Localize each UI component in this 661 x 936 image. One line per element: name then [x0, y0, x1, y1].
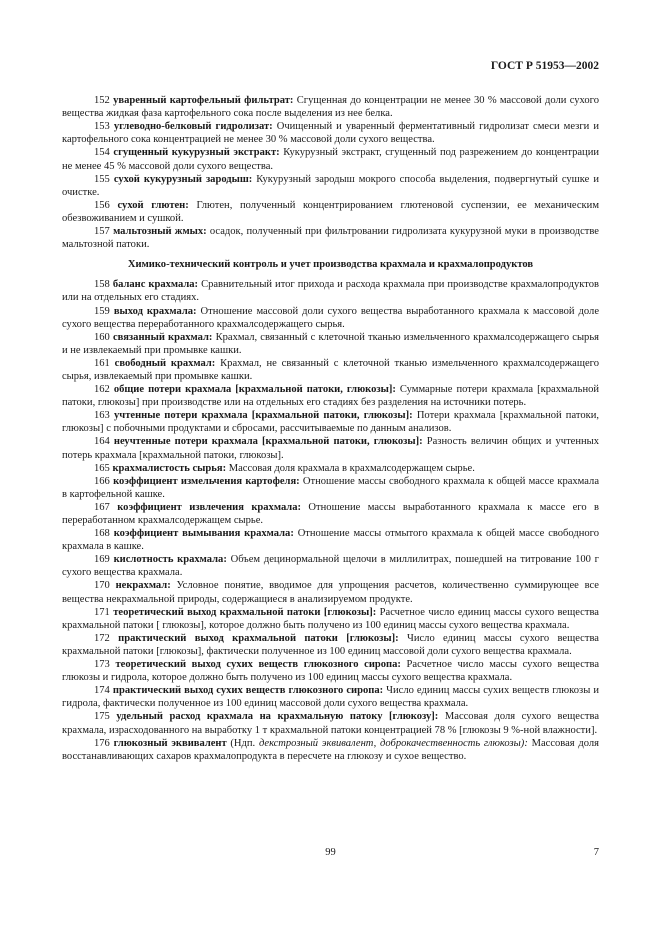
page-number-center: 99 — [325, 847, 336, 858]
term-name: связанный крахмал: — [112, 331, 213, 343]
term-entry-169 — [62, 553, 599, 579]
term-number: 173 — [94, 659, 110, 671]
term-definition: Крахмал, связанный с клеточной тканью измельченного крахмалсодержащего сырья и не извлекаемый при промывке кашки. — [62, 331, 599, 356]
term-definition: Массовая доля сухого вещества крахмала, израсходованного на выработку 1 т крахмальной патоки концентрацией 78 % [глюкозы 9 %-ной влажности]. — [62, 711, 599, 736]
term-name: теоретический выход крахмальной патоки [глюкозы]: — [113, 606, 377, 618]
term-definition: Разность величин общих и учтенных потерь крахмала [крахмальной патоки, глюкозы]. — [62, 436, 600, 461]
term-number: 172 — [94, 632, 110, 644]
term-entry-156 — [62, 199, 599, 225]
term-name: глюкозный эквивалент — [113, 737, 227, 749]
term-entry-162 — [62, 383, 599, 409]
terms-block-1 — [62, 94, 599, 251]
term-number: 171 — [94, 606, 110, 618]
term-deprecated-synonyms: декстрозный эквивалент, доброкачественность глюкозы): — [258, 737, 528, 749]
term-name: практический выход крахмальной патоки [глюкозы]: — [118, 632, 399, 644]
term-entry-163 — [62, 409, 599, 435]
term-name: коэффициент измельчения картофеля: — [113, 475, 300, 487]
term-entry-160 — [62, 331, 599, 357]
term-definition: Число единиц массы сухого вещества крахмальной патоки [глюкозы], фактически полученное из 100 единиц массовой доли сухого вещества крахмала. — [62, 632, 599, 657]
term-name: общие потери крахмала [крахмальной патоки, глюкозы]: — [113, 384, 396, 396]
term-definition: Отношение массы отмытого крахмала к общей массе свободного крахмала в кашке. — [62, 528, 600, 553]
term-name: углеводно-белковый гидролизат: — [113, 121, 273, 133]
term-entry-166 — [62, 475, 599, 501]
term-definition: Массовая доля крахмала в крахмалсодержащем сырье. — [226, 462, 475, 474]
term-name: некрахмал: — [115, 580, 171, 592]
term-definition: Суммарные потери крахмала [крахмальной патоки, глюкозы] при производстве или на отдельных его стадиях без разделения на источники потерь. — [62, 384, 600, 409]
term-definition: Крахмал, не связанный с клеточной тканью измельченного крахмалсодержащего сырья, извлекаемый при промывке кашки. — [62, 357, 599, 382]
terms-block-2 — [62, 278, 599, 736]
term-definition: Очищенный и уваренный ферментативный гидролизат смеси мезги и картофельного сока концентрацией не менее 30 % массовой доли сухого вещества. — [62, 121, 600, 146]
term-entry-168 — [62, 527, 599, 553]
term-entry-152 — [62, 94, 599, 120]
term-entry-172 — [62, 632, 599, 658]
term-number: 166 — [94, 475, 110, 487]
term-number: 159 — [94, 305, 110, 317]
page-footer — [62, 846, 599, 860]
term-number: 152 — [94, 95, 110, 107]
term-definition: Расчетное число единиц массы сухого вещества крахмальной патоки [ глюкозы], которое должно быть получено из 100 единиц массы сухого вещества крахмала. — [62, 606, 599, 631]
term-name: сухой глютен: — [117, 199, 189, 211]
term-number: 167 — [94, 501, 110, 513]
term-name: выход крахмала: — [113, 305, 197, 317]
term-definition: Кукурузный зародыш мокрого способа выделения, подвергнутый сушке и очистке. — [62, 173, 599, 198]
term-number: 162 — [94, 384, 110, 396]
term-entry-155 — [62, 173, 599, 199]
term-definition: Условное понятие, вводимое для упрощения расчетов, количественно суммирующее все вещества некрахмальной природы, содержащиеся в анализируемом продукте. — [62, 580, 599, 605]
term-entry-171 — [62, 606, 599, 632]
term-entry-154 — [62, 146, 599, 172]
term-name: крахмалистость сырья: — [112, 462, 227, 474]
term-name: сухой кукурузный зародыш: — [113, 173, 253, 185]
term-definition: Кукурузный экстракт, сгущенный под разрежением до концентрации не менее 45 % массовой доли сухого вещества. — [62, 147, 599, 172]
term-definition: Сгущенная до концентрации не менее 30 % массовой доли сухого вещества жидкая фаза картофельного сока после выделения из нее белка. — [62, 95, 599, 120]
term-number: 157 — [94, 226, 110, 238]
term-entry-165 — [62, 462, 599, 475]
term-name: свободный крахмал: — [114, 357, 216, 369]
term-number: 155 — [94, 173, 110, 185]
term-number: 168 — [94, 528, 110, 540]
term-number: 176 — [94, 737, 110, 749]
term-number: 164 — [94, 436, 110, 448]
term-definition: Сравнительный итог прихода и расхода крахмала при производстве крахмалопродуктов или на отдельных его стадиях. — [62, 279, 599, 304]
term-number: 160 — [94, 331, 110, 343]
term-entry-158 — [62, 278, 599, 304]
term-definition: Отношение массовой доли сухого вещества выработанного крахмала к массовой доле сухого вещества переработанного крахмалсодержащего сырья. — [62, 305, 599, 330]
term-name: коэффициент извлечения крахмала: — [117, 501, 302, 513]
document-header: ГОСТ Р 51953—2002 — [490, 60, 599, 72]
term-name: сгущенный кукурузный экстракт: — [113, 147, 280, 159]
term-entry-157 — [62, 225, 599, 251]
term-definition: Глютен, полученный концентрированием глютеновой суспензии, ее механическим обезвоживанием и сушкой. — [62, 199, 599, 224]
term-note-prefix: (Ндп. — [226, 737, 259, 749]
term-entry-174 — [62, 684, 599, 710]
term-number: 158 — [94, 279, 110, 291]
term-entry-161 — [62, 357, 599, 383]
term-entry-175 — [62, 710, 599, 736]
term-name: практический выход сухих веществ глюкозного сиропа: — [112, 685, 384, 697]
term-number: 161 — [94, 357, 110, 369]
term-definition: Отношение массы выработанного крахмала к массе его в переработанном крахмалсодержащем сырье. — [62, 501, 599, 526]
term-name: уваренный картофельный фильтрат: — [113, 95, 294, 107]
term-number: 174 — [94, 685, 110, 697]
term-name: коэффициент вымывания крахмала: — [113, 528, 294, 540]
term-number: 170 — [94, 580, 110, 592]
term-entry-167 — [62, 501, 599, 527]
term-number: 153 — [94, 121, 110, 133]
term-definition: Массовая доля восстанавливающих сахаров крахмалопродукта в пересчете на глюкозу и сухое вещество. — [62, 737, 599, 762]
term-name: баланс крахмала: — [112, 279, 199, 291]
term-number: 169 — [94, 554, 110, 566]
term-definition: Объем децинормальной щелочи в миллилитрах, пошедшей на титрование 100 г сухого вещества крахмала. — [62, 554, 599, 579]
term-number: 163 — [94, 410, 110, 422]
term-name: удельный расход крахмала на крахмальную патоку [глюкозу]: — [116, 711, 439, 723]
term-name: неучтенные потери крахмала [крахмальной патоки, глюкозы]: — [113, 436, 423, 448]
term-entry-173 — [62, 658, 599, 684]
term-number: 154 — [94, 147, 110, 159]
term-name: кислотность крахмала: — [113, 554, 227, 566]
term-entry-159 — [62, 305, 599, 331]
term-entry-176 — [62, 737, 599, 763]
term-definition: Число единиц массы сухих веществ глюкозы и гидрола, фактически полученное из 100 единиц массовой доли сухого вещества крахмала. — [62, 685, 599, 710]
term-definition: Отношение массы свободного крахмала к общей массе крахмала в картофельной кашке. — [62, 475, 599, 500]
term-number: 156 — [94, 199, 110, 211]
term-name: мальтозный жмых: — [113, 226, 207, 238]
term-definition: осадок, полученный при фильтровании гидролизата кукурузной муки в производстве мальтозной патоки. — [62, 226, 599, 251]
term-entry-153 — [62, 120, 599, 146]
term-entry-164 — [62, 435, 599, 461]
term-name: теоретический выход сухих веществ глюкозного сиропа: — [115, 659, 401, 671]
term-definition: Потери крахмала [крахмальной патоки, глюкозы] с побочными продуктами и сбросами, рассчитываемые по данным анализов. — [62, 410, 599, 435]
term-name: учтенные потери крахмала [крахмальной патоки, глюкозы]: — [114, 410, 413, 422]
term-definition: Расчетное число массы сухого вещества глюкозы и гидрола, которое должно быть получено из 100 единиц массы сухого вещества крахмала. — [62, 659, 600, 684]
term-number: 165 — [94, 462, 110, 474]
page-number-right: 7 — [593, 847, 599, 858]
term-number: 175 — [94, 711, 110, 723]
term-entry-170 — [62, 579, 599, 605]
section-title: Химико-технический контроль и учет производства крахмала и крахмалопродуктов — [127, 259, 534, 271]
